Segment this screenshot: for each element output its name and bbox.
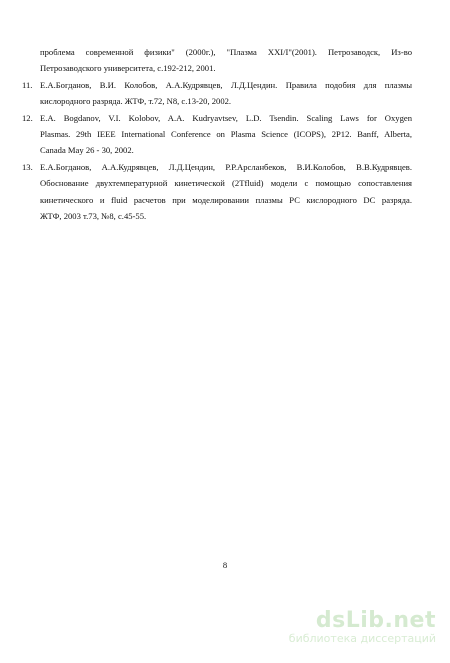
reference-item-11: [22, 77, 412, 110]
watermark-subtitle: библиотека диссертаций: [288, 632, 436, 645]
reference-number: 12.: [22, 112, 33, 123]
reference-item-13: [22, 159, 412, 225]
reference-line: Е.А.Богданов, А.А.Кудрявцев, Л.Д.Цендин, Р.Р.Арсланбеков, В.И.Колобов, В.В.Кудрявцев.: [40, 161, 412, 172]
reference-line: кислородного разряда. ЖТФ, т.72, N8, с.13-20, 2002.: [40, 96, 232, 107]
reference-item-12: [22, 110, 412, 159]
reference-line: проблема современной физики" (2000г.), "Плазма XXI/I"(2001). Петрозаводск, Из-во: [40, 47, 412, 57]
reference-line: Canada May 26 - 30, 2002.: [40, 145, 134, 156]
page-number: 8: [222, 560, 228, 570]
reference-line: E.A. Bogdanov, V.I. Kolobov, A.A. Kudryavtsev, L.D. Tsendin. Scaling Laws for Oxygen: [40, 112, 412, 123]
reference-line: кинетического и fluid расчетов при моделировании плазмы РС кислородного DC разряда.: [40, 194, 412, 205]
reference-number: 13.: [22, 161, 33, 172]
reference-number: 11.: [22, 79, 33, 90]
reference-line: Петрозаводского университета, с.192-212, 2001.: [40, 63, 216, 74]
reference-line: ЖТФ, 2003 т.73, №8, с.45-55.: [40, 211, 147, 222]
watermark-logo: dsLib.net: [315, 608, 436, 633]
watermark: [289, 610, 436, 646]
reference-line: Plasmas. 29th IEEE International Conference on Plasma Science (ICOPS), 2P12. Banff, Alberta,: [40, 129, 412, 140]
reference-line: Обоснование двухтемпературной кинетической (2Tfluid) модели с помощью сопоставления: [40, 178, 412, 189]
reference-continuation: [40, 44, 412, 77]
reference-list: [22, 44, 412, 224]
reference-line: Е.А.Богданов, В.И. Колобов, А.А.Кудрявцев, Л.Д.Цендин. Правила подобия для плазмы: [40, 79, 412, 90]
